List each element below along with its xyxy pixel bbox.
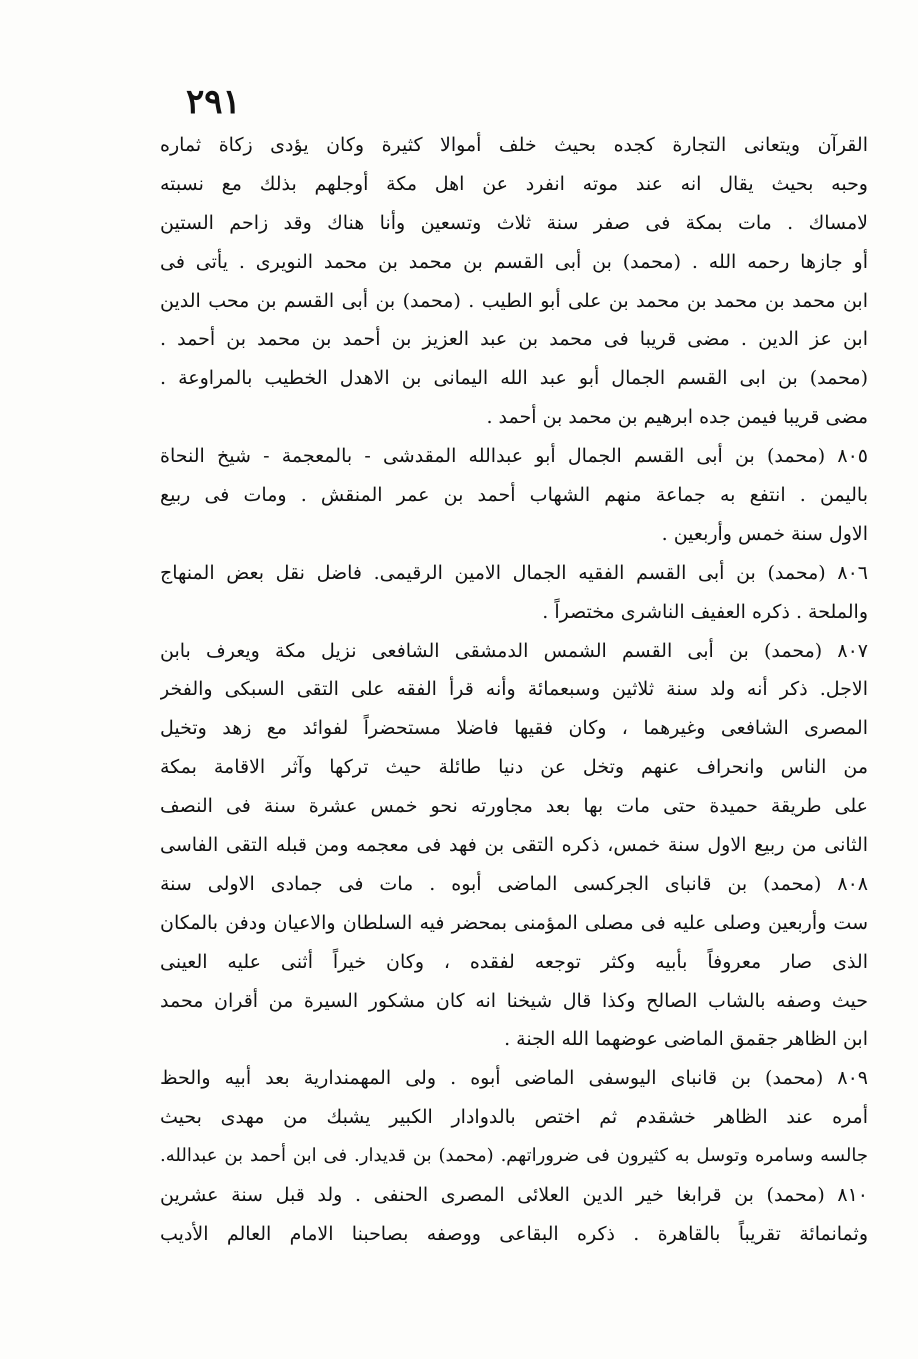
text-line: جالسه وسامره وتوسل به كثيرون فى ضروراتهم. (محمد) بن قديدار. فى ابن أحمد بن عبدالله. [160, 1145, 868, 1167]
text-line: على طريقة حميدة حتى مات بها بعد مجاورته نحو خمس عشرة سنة فى النصف [160, 795, 868, 818]
text-line: ٨٠٦ (محمد) بن أبى القسم الفقيه الجمال الامين الرقيمى. فاضل نقل بعض المنهاج [160, 561, 868, 584]
text-line: ابن محمد بن محمد بن محمد بن على أبو الطيب . (محمد) بن أبى القسم بن محب الدين [160, 289, 868, 312]
text-line: المصرى الشافعى وغيرهما ، وكان فقيها فاضلا مستحضراً لفوائد مع زهد وتخيل [160, 717, 868, 740]
text-line: حيث وصفه بالشاب الصالح وكذا قال شيخنا انه كان مشكور السيرة من أقران محمد [160, 989, 868, 1012]
text-line: الثانى من ربيع الاول سنة خمس، ذكره التقى بن فهد فى معجمه ومن قبله التقى الفاسى [160, 834, 868, 857]
text-line: والملحة . ذكره العفيف الناشرى مختصراً . [542, 600, 868, 623]
text-line: من الناس وانحراف عنهم وتخل عن دنيا طائلة حيث تركها وآثر الاقامة بمكة [160, 756, 868, 779]
text-body [160, 126, 868, 1254]
text-line: أو جازها رحمه الله . (محمد) بن أبى القسم بن محمد بن محمد النويرى . يأتى فى [160, 250, 868, 273]
text-line: لامساك . مات بمكة فى صفر سنة ثلاث وتسعين وأنا هناك وقد زاحم الستين [160, 211, 868, 234]
text-line: ٨٠٨ (محمد) بن قانباى الجركسى الماضى أبوه . مات فى جمادى الاولى سنة [160, 872, 868, 895]
text-line: ٨١٠ (محمد) بن قرابغا خير الدين العلائى المصرى الحنفى . ولد قبل سنة عشرين [160, 1184, 868, 1207]
text-line: مضى قريبا فيمن جده ابرهيم بن محمد بن أحمد . [486, 406, 868, 429]
text-line: ابن عز الدين . مضى قريبا فى محمد بن عبد العزيز بن أحمد بن محمد بن أحمد . [160, 328, 868, 351]
text-line: الاجل. ذكر أنه ولد سنة ثلاثين وسبعمائة وأنه قرأ الفقه على التقى السبكى والفخر [160, 678, 868, 701]
text-line: ٨٠٩ (محمد) بن قانباى اليوسفى الماضى أبوه . ولى المهمندارية بعد أبيه والحظ [160, 1067, 868, 1090]
text-line: وحبه بحيث يقال انه عند موته انفرد عن اهل مكة أوجلهم بذلك مع نسبته [160, 172, 868, 195]
text-line: الذى صار معروفاً بأبيه وكثر توجعه لفقده ، وكان خيراً أثنى عليه العينى [160, 950, 868, 973]
text-line: ٨٠٧ (محمد) بن أبى القسم الشمس الدمشقى الشافعى نزيل مكة ويعرف بابن [160, 639, 868, 662]
text-line: القرآن ويتعانى التجارة كجده بحيث خلف أموالا كثيرة وكان يؤدى زكاة ثماره [160, 134, 868, 156]
text-line: وثمانمائة تقريباً بالقاهرة . ذكره البقاعى ووصفه بصاحبنا الامام العالم الأديب [160, 1222, 868, 1245]
text-line: الاول سنة خمس وأربعين . [661, 522, 868, 545]
text-line: ابن الظاهر جقمق الماضى عوضهما الله الجنة . [504, 1028, 868, 1051]
text-line: ٨٠٥ (محمد) بن أبى القسم الجمال أبو عبدالله المقدشى - بالمعجمة - شيخ النحاة [160, 445, 868, 468]
text-line: (محمد) بن ابى القسم الجمال أبو عبد الله اليمانى بن الاهدل الخطيب بالمراوعة . [160, 367, 868, 390]
text-line: ست وأربعين وصلى عليه فى مصلى المؤمنى بمحضر فيه السلطان والاعيان ودفن بالمكان [160, 911, 868, 934]
text-line: باليمن . انتفع به جماعة منهم الشهاب أحمد بن عمر المنقش . ومات فى ربيع [160, 484, 868, 507]
page-number: ٢٩١ [186, 82, 241, 122]
text-line: أمره عند الظاهر خشقدم ثم اختص بالدوادار الكبير يشبك من مهدى بحيث [160, 1106, 868, 1129]
